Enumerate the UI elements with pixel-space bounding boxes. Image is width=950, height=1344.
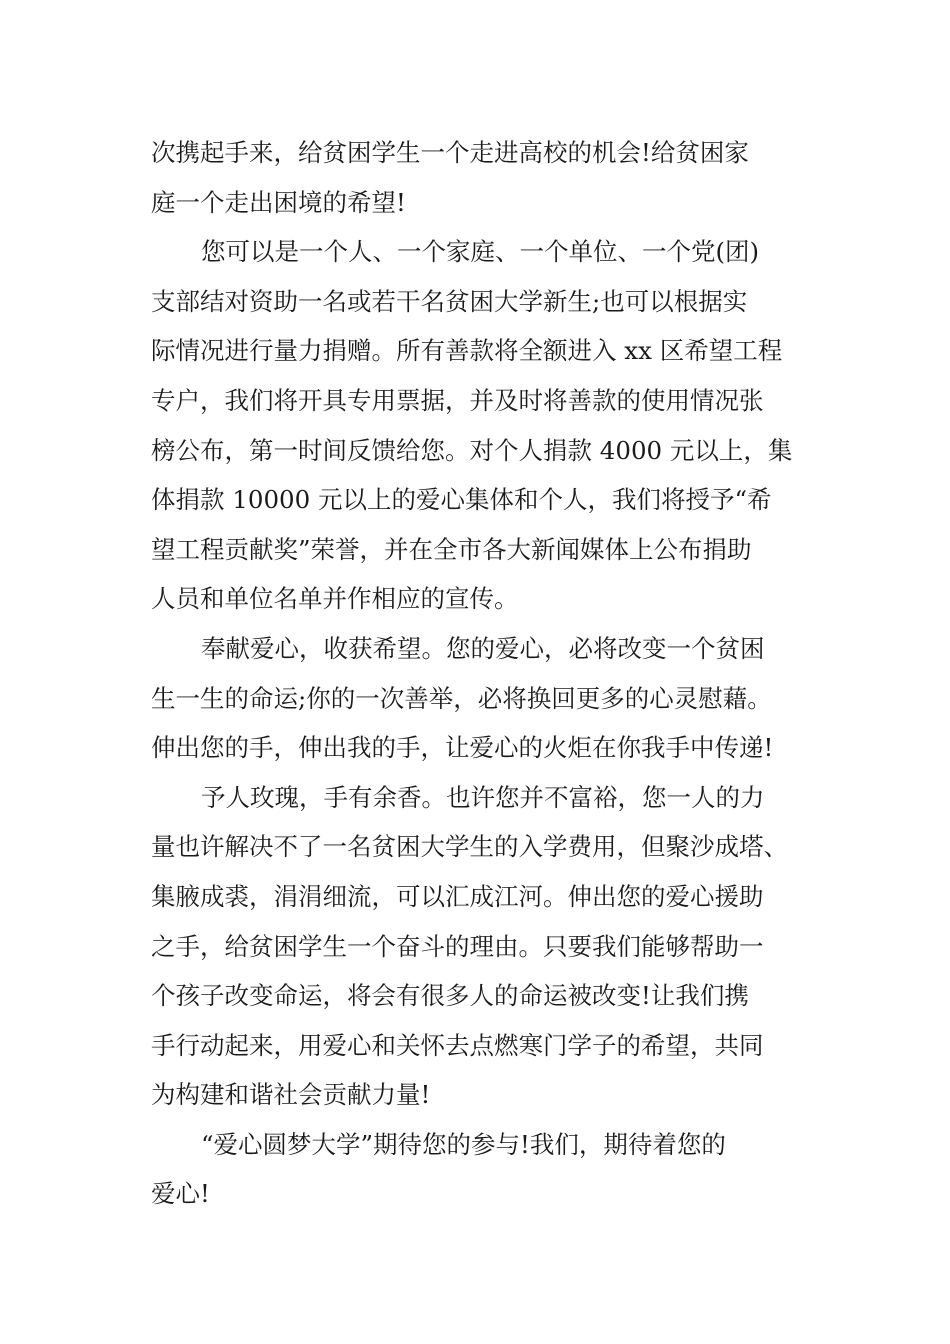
paragraph-start-line: 您可以是一个人、一个家庭、一个单位、一个党(团) (201, 237, 760, 267)
text-line: 生一生的命运;你的一次善举，必将换回更多的心灵慰藉。 (151, 683, 772, 713)
text-line: 次携起手来，给贫困学生一个走进高校的机会!给贫困家 (151, 138, 749, 167)
text-line: 为构建和谐社会贡献力量! (151, 1080, 431, 1110)
text-line: 支部结对资助一名或若干名贫困大学新生;也可以根据实 (151, 286, 748, 316)
text-line: 集腋成裘，涓涓细流，可以汇成江河。伸出您的爱心援助 (151, 881, 764, 911)
text-line: 际情况进行量力捐赠。所有善款将全额进入 xx 区希望工程 (151, 336, 783, 366)
text-line: 手行动起来，用爱心和关怀去点燃寒门学子的希望，共同 (151, 1030, 764, 1060)
paragraph-start-line: 奉献爱心，收获希望。您的爱心，必将改变一个贫困 (201, 633, 765, 663)
paragraph-start-line: “爱心圆梦大学”期待您的参与!我们，期待着您的 (201, 1129, 726, 1159)
text-line: 伸出您的手，伸出我的手，让爱心的火炬在你我手中传递! (151, 733, 774, 763)
text-line: 体捐款 10000 元以上的爱心集体和个人，我们将授予“希 (151, 485, 772, 515)
text-line: 人员和单位名单并作相应的宣传。 (151, 584, 519, 614)
text-line: 榜公布，第一时间反馈给您。对个人捐款 4000 元以上，集 (151, 435, 793, 465)
text-line: 庭一个走出困境的希望! (151, 187, 406, 217)
text-line: 爱心! (151, 1179, 210, 1209)
text-line: 之手，给贫困学生一个奋斗的理由。只要我们能够帮助一 (151, 931, 764, 961)
body-text (151, 128, 811, 1219)
paragraph-start-line: 予人玫瑰，手有余香。也许您并不富裕，您一人的力 (201, 782, 765, 812)
text-line: 个孩子改变命运，将会有很多人的命运被改变!让我们携 (151, 981, 749, 1011)
text-line: 量也许解决不了一名贫困大学生的入学费用，但聚沙成塔、 (151, 832, 788, 862)
text-line: 望工程贡献奖”荣誉，并在全市各大新闻媒体上公布捐助 (151, 534, 752, 564)
text-line: 专户，我们将开具专用票据，并及时将善款的使用情况张 (151, 385, 764, 415)
